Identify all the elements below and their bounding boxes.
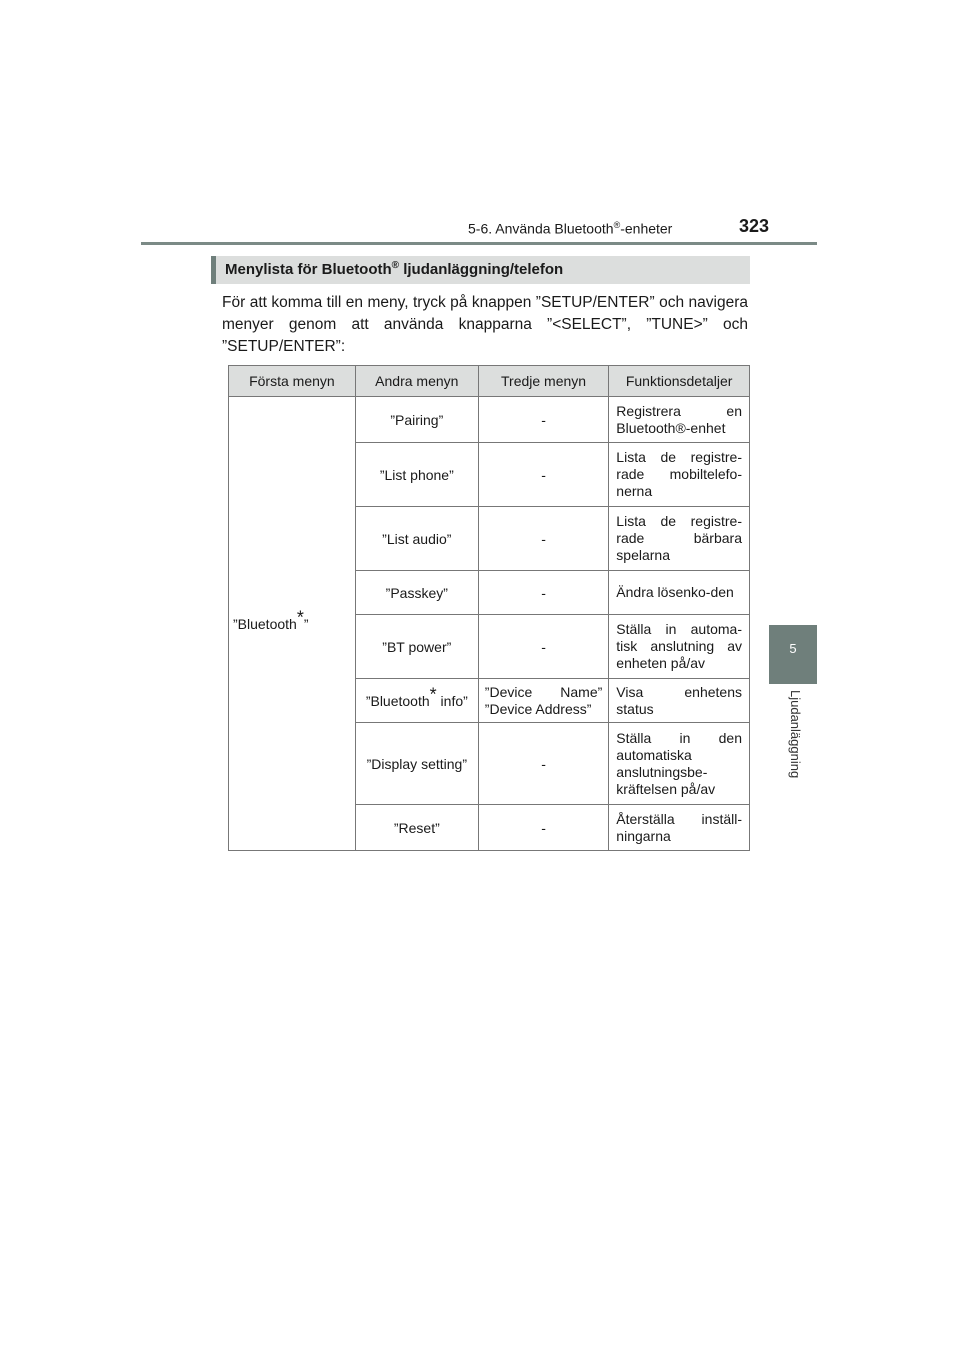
chapter-title-suffix: -enheter xyxy=(620,220,673,237)
footnote-asterisk: * xyxy=(429,683,437,704)
header-second-menu: Andra menyn xyxy=(355,366,478,397)
detail-cell: Registrera en Bluetooth®-enhet xyxy=(609,397,750,443)
section-title-prefix: Menylista för Bluetooth xyxy=(225,261,392,278)
detail-cell: Lista de registre-rade bärbara spelarna xyxy=(609,507,750,571)
first-menu-prefix: ”Bluetooth xyxy=(233,615,297,632)
section-heading-text xyxy=(225,260,563,278)
second-menu-cell xyxy=(355,679,478,723)
third-menu-cell: - xyxy=(478,805,609,851)
chapter-title-prefix: 5-6. Använda Bluetooth xyxy=(468,220,614,237)
third-menu-cell: - xyxy=(478,615,609,679)
chapter-tab: 5 xyxy=(769,625,817,684)
second-menu-cell: ”Pairing” xyxy=(355,397,478,443)
section-heading xyxy=(211,256,750,284)
table-header-row xyxy=(229,366,750,397)
section-registered-mark: ® xyxy=(391,260,400,271)
header-function-details: Funktionsdetaljer xyxy=(609,366,750,397)
second-menu-cell: ”Display setting” xyxy=(355,723,478,805)
third-menu-cell xyxy=(478,679,609,723)
header-divider xyxy=(141,242,817,245)
second-menu-cell: ”Reset” xyxy=(355,805,478,851)
menu-table xyxy=(228,365,750,851)
detail-cell: Visa enhetens status xyxy=(609,679,750,723)
third-menu-cell: - xyxy=(478,397,609,443)
second-menu-cell: ”List audio” xyxy=(355,507,478,571)
header-third-menu: Tredje menyn xyxy=(478,366,609,397)
second-menu-cell: ”List phone” xyxy=(355,443,478,507)
second-menu-cell: ”BT power” xyxy=(355,615,478,679)
registered-mark: ® xyxy=(613,220,621,230)
detail-cell: Ställa in den automatiska anslutningsbe-kräftelsen på/av xyxy=(609,723,750,805)
first-menu-cell xyxy=(229,397,356,851)
second-menu-prefix: ”Bluetooth xyxy=(365,692,430,709)
detail-cell: Lista de registre-rade mobiltelefo-nerna xyxy=(609,443,750,507)
table-row xyxy=(229,397,750,443)
third-menu-cell: - xyxy=(478,507,609,571)
footnote-asterisk: * xyxy=(296,606,304,627)
section-title-suffix: ljudanläggning/telefon xyxy=(399,261,564,278)
chapter-title xyxy=(468,220,672,237)
second-menu-cell: ”Passkey” xyxy=(355,571,478,615)
header-first-menu: Första menyn xyxy=(229,366,356,397)
device-name-option: ”Device Name” xyxy=(484,683,603,700)
third-menu-cell: - xyxy=(478,443,609,507)
section-heading-bar xyxy=(211,256,216,284)
page-number: 323 xyxy=(739,216,770,236)
device-address-option: ”Device Address” xyxy=(484,700,592,717)
intro-paragraph: För att komma till en meny, tryck på knappen ”SETUP/ENTER” och navigera menyer genom att använda knapparna ”<SELECT”, ”TUNE>” och ”SETUP/ENTER”: xyxy=(222,294,748,355)
first-menu-suffix: ” xyxy=(303,615,309,632)
detail-cell: Ställa in automa-tisk anslutning av enheten på/av xyxy=(609,615,750,679)
detail-cell: Ändra lösenko-den xyxy=(609,571,750,615)
third-menu-cell: - xyxy=(478,571,609,615)
detail-cell: Återställa inställ-ningarna xyxy=(609,805,750,851)
chapter-side-label: Ljudanläggning xyxy=(788,690,803,779)
second-menu-suffix: info” xyxy=(436,692,468,709)
third-menu-cell: - xyxy=(478,723,609,805)
